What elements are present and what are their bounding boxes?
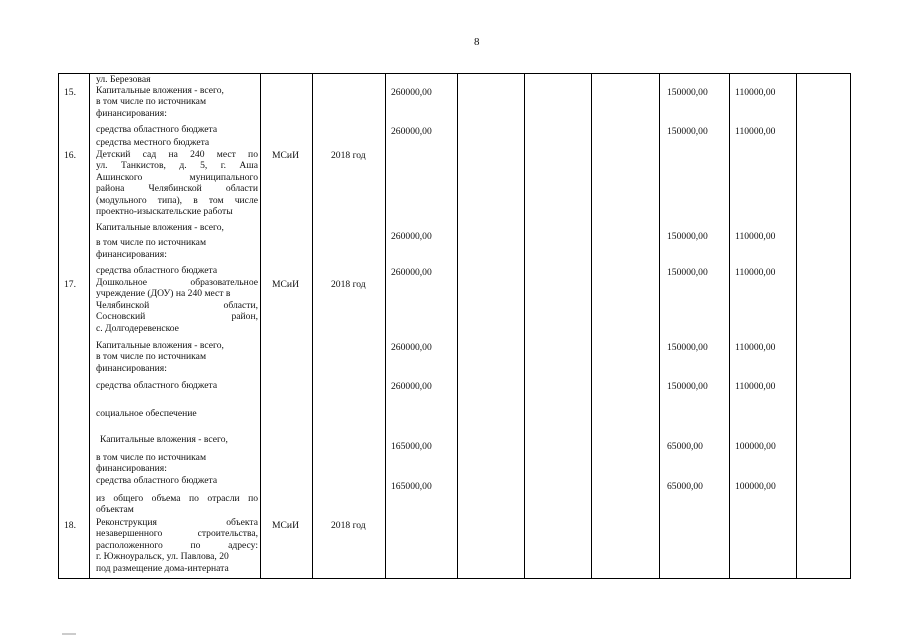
row-description bbox=[96, 475, 258, 486]
column-divider bbox=[312, 73, 313, 579]
row-description bbox=[96, 265, 258, 276]
description-line: под размещение дома-интерната bbox=[96, 562, 229, 574]
year-value: 110000,00 bbox=[735, 231, 776, 242]
implementation-year: 2018 год bbox=[331, 150, 366, 161]
column-divider bbox=[659, 73, 660, 579]
description-line: в том числе по источникам bbox=[96, 96, 207, 108]
description-line: учреждение (ДОУ) на 240 мест в bbox=[96, 288, 231, 300]
description-line: Капитальные вложения - всего, bbox=[96, 222, 224, 233]
year-value: 100000,00 bbox=[735, 481, 776, 492]
description-line: (модульного типа), в том числе bbox=[96, 194, 258, 206]
column-divider bbox=[729, 73, 730, 579]
scan-artifact bbox=[62, 633, 76, 635]
total-value: 165000,00 bbox=[391, 441, 432, 452]
year-value: 110000,00 bbox=[735, 342, 776, 353]
year-value: 110000,00 bbox=[735, 267, 776, 278]
description-line: средства областного бюджета bbox=[96, 380, 218, 391]
row-description bbox=[96, 85, 258, 119]
year-value: 150000,00 bbox=[667, 87, 708, 98]
row-number: 17. bbox=[64, 279, 76, 290]
agency-code: МСиИ bbox=[272, 150, 299, 161]
description-line: Капитальные вложения - всего, bbox=[96, 340, 224, 351]
year-value: 65000,00 bbox=[667, 481, 703, 492]
row-description bbox=[96, 380, 258, 391]
description-line: средства областного бюджета bbox=[96, 475, 218, 486]
row-description bbox=[96, 452, 258, 475]
year-value: 150000,00 bbox=[667, 342, 708, 353]
implementation-year: 2018 год bbox=[331, 520, 366, 531]
column-divider bbox=[89, 73, 90, 579]
row-description bbox=[96, 137, 258, 148]
description-line: в том числе по источникам bbox=[96, 237, 207, 249]
year-value: 65000,00 bbox=[667, 441, 703, 452]
description-line: района Челябинской области bbox=[96, 183, 258, 195]
description-line: проектно-изыскательские работы bbox=[96, 206, 233, 218]
row-description bbox=[100, 434, 262, 445]
page-number: 8 bbox=[474, 36, 480, 48]
row-number: 15. bbox=[64, 87, 76, 98]
year-value: 150000,00 bbox=[667, 231, 708, 242]
description-line: в том числе по источникам bbox=[96, 452, 207, 463]
description-line: ул. Танкистов, д. 5, г. Аша bbox=[96, 160, 258, 172]
description-line: Капитальные вложения - всего, bbox=[96, 85, 224, 96]
year-value: 110000,00 bbox=[735, 126, 776, 137]
column-divider bbox=[524, 73, 525, 579]
row-number: 16. bbox=[64, 150, 76, 161]
description-line: финансирования: bbox=[96, 107, 167, 119]
description-line: Реконструкция объекта bbox=[96, 517, 258, 528]
description-line: средства областного бюджета bbox=[96, 265, 218, 276]
column-divider bbox=[796, 73, 797, 579]
description-line: объектам bbox=[96, 504, 134, 516]
budget-table bbox=[58, 73, 851, 579]
row-description bbox=[96, 340, 258, 374]
description-line: Ашинского муниципального bbox=[96, 171, 258, 183]
description-line: Челябинской области, bbox=[96, 299, 258, 311]
section-heading bbox=[96, 408, 258, 419]
description-line: расположенного по адресу: bbox=[96, 539, 258, 551]
year-value: 150000,00 bbox=[667, 381, 708, 392]
row-description bbox=[96, 517, 258, 574]
total-value: 260000,00 bbox=[391, 381, 432, 392]
description-line: г. Южноуральск, ул. Павлова, 20 bbox=[96, 551, 229, 563]
description-line: с. Долгодеревенское bbox=[96, 322, 179, 334]
implementation-year: 2018 год bbox=[331, 279, 366, 290]
description-line: Капитальные вложения - всего, bbox=[100, 434, 228, 445]
column-divider bbox=[260, 73, 261, 579]
description-line: из общего объема по отрасли по bbox=[96, 493, 258, 504]
description-line: в том числе по источникам bbox=[96, 351, 207, 363]
row-description bbox=[96, 277, 258, 334]
description-line: Сосновский район, bbox=[96, 311, 258, 323]
total-value: 165000,00 bbox=[391, 481, 432, 492]
description-line: социальное обеспечение bbox=[96, 408, 197, 419]
column-divider bbox=[457, 73, 458, 579]
column-divider bbox=[385, 73, 386, 579]
description-line: финансирования: bbox=[96, 248, 167, 260]
description-line: финансирования: bbox=[96, 463, 167, 475]
row-number: 18. bbox=[64, 520, 76, 531]
column-divider bbox=[591, 73, 592, 579]
total-value: 260000,00 bbox=[391, 231, 432, 242]
year-value: 150000,00 bbox=[667, 126, 708, 137]
description-line: Детский сад на 240 мест по bbox=[96, 149, 258, 160]
description-line: средства местного бюджета bbox=[96, 137, 210, 148]
total-value: 260000,00 bbox=[391, 126, 432, 137]
description-line: финансирования: bbox=[96, 362, 167, 374]
year-value: 110000,00 bbox=[735, 381, 776, 392]
agency-code: МСиИ bbox=[272, 520, 299, 531]
description-line: Дошкольное образовательное bbox=[96, 277, 258, 288]
row-description bbox=[96, 149, 258, 217]
row-description bbox=[96, 222, 258, 260]
year-value: 100000,00 bbox=[735, 441, 776, 452]
row-description bbox=[96, 74, 258, 85]
agency-code: МСиИ bbox=[272, 279, 299, 290]
total-value: 260000,00 bbox=[391, 342, 432, 353]
total-value: 260000,00 bbox=[391, 267, 432, 278]
description-line: средства областного бюджета bbox=[96, 124, 218, 135]
row-description bbox=[96, 493, 258, 516]
row-description bbox=[96, 124, 258, 135]
total-value: 260000,00 bbox=[391, 87, 432, 98]
year-value: 150000,00 bbox=[667, 267, 708, 278]
year-value: 110000,00 bbox=[735, 87, 776, 98]
description-line: незавершенного строительства, bbox=[96, 528, 258, 540]
description-line: ул. Березовая bbox=[96, 74, 151, 85]
